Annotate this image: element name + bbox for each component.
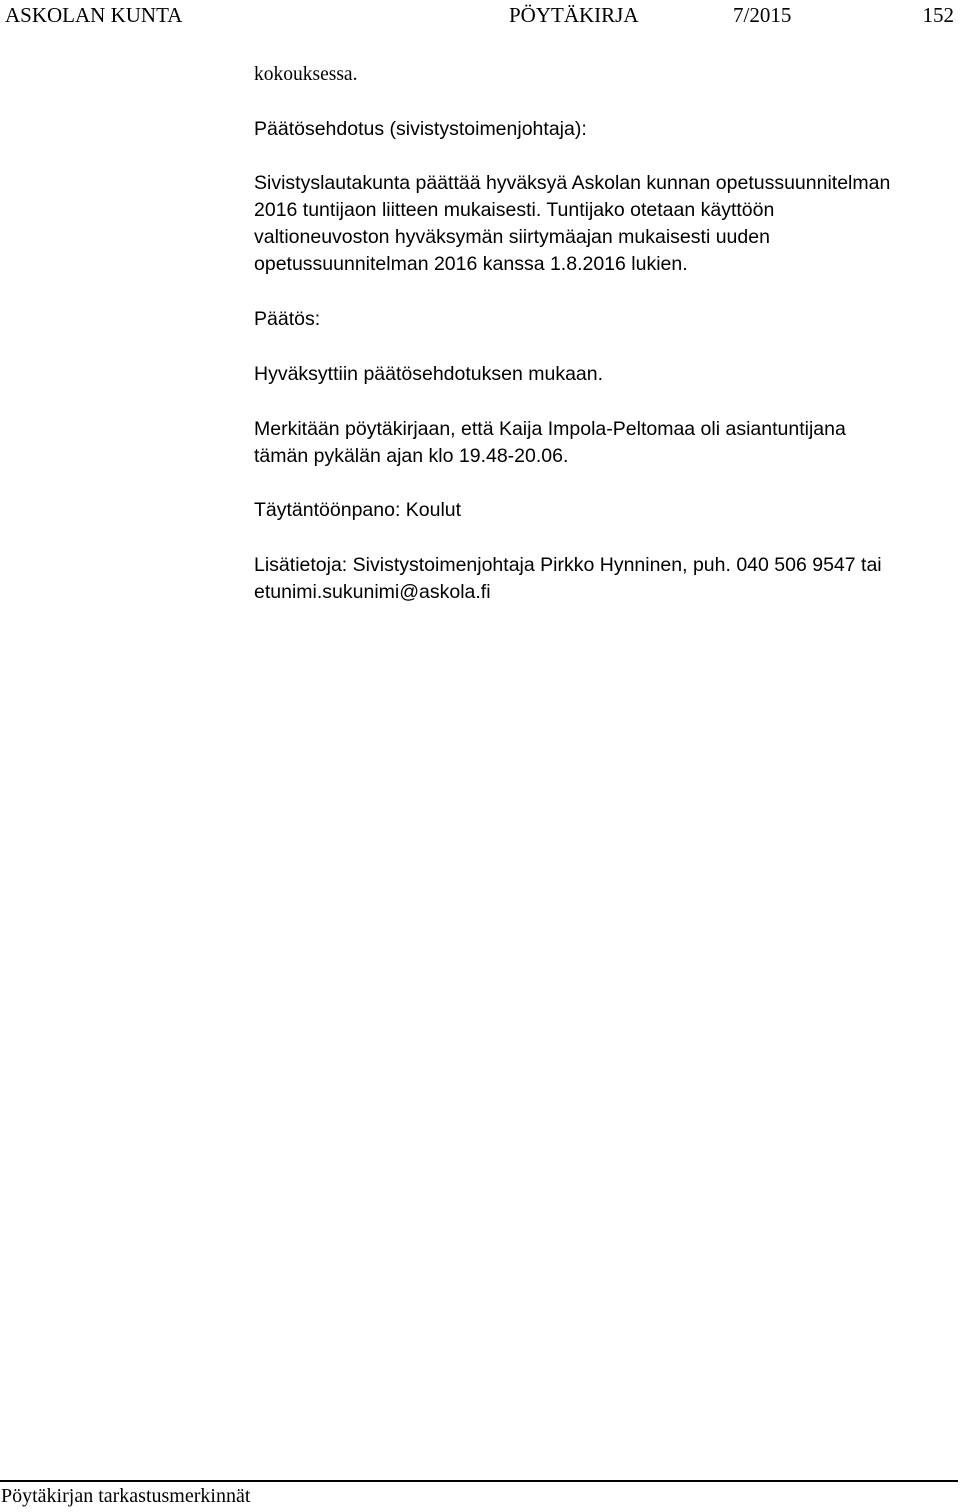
decision-heading bbox=[254, 306, 954, 333]
continuation-text bbox=[254, 61, 954, 88]
footer-divider bbox=[0, 1480, 958, 1482]
footer-label: Pöytäkirjan tarkastusmerkinnät bbox=[1, 1485, 251, 1507]
note-line: tämän pykälän ajan klo 19.48-20.06. bbox=[254, 445, 569, 467]
page-number: 152 bbox=[922, 3, 954, 27]
page-header bbox=[0, 0, 960, 30]
proposal-line: Sivistyslautakunta päättää hyväksyä Askolan kunnan opetussuunnitelman bbox=[254, 172, 891, 194]
note-line: Merkitään pöytäkirjaan, että Kaija Impola-Peltomaa oli asiantuntijana bbox=[254, 418, 846, 440]
meeting-number: 7/2015 bbox=[733, 3, 792, 27]
decision-text: Hyväksyttiin päätösehdotuksen mukaan. bbox=[254, 363, 604, 385]
proposal-line: opetussuunnitelman 2016 kanssa 1.8.2016 lukien. bbox=[254, 253, 688, 275]
proposal-heading bbox=[254, 116, 954, 143]
note-paragraph bbox=[254, 416, 954, 470]
decision-paragraph bbox=[254, 361, 954, 388]
implementation-text: Täytäntöönpano: Koulut bbox=[254, 499, 462, 521]
organization-name: ASKOLAN KUNTA bbox=[5, 3, 183, 27]
proposal-label: Päätösehdotus (sivistystoimenjohtaja): bbox=[254, 118, 587, 140]
proposal-paragraph bbox=[254, 170, 954, 278]
info-line: Lisätietoja: Sivistystoimenjohtaja Pirkko Hynninen, puh. 040 506 9547 tai bbox=[254, 554, 882, 576]
document-type: PÖYTÄKIRJA bbox=[509, 3, 639, 27]
decision-label: Päätös: bbox=[254, 308, 321, 330]
implementation-paragraph bbox=[254, 497, 954, 524]
proposal-line: 2016 tuntijaon liitteen mukaisesti. Tuntijako otetaan käyttöön bbox=[254, 199, 775, 221]
proposal-line: valtioneuvoston hyväksymän siirtymäajan mukaisesti uuden bbox=[254, 226, 770, 248]
info-email: etunimi.sukunimi@askola.fi bbox=[254, 581, 491, 603]
info-paragraph bbox=[254, 552, 954, 606]
continuation-line: kokouksessa. bbox=[254, 64, 358, 85]
